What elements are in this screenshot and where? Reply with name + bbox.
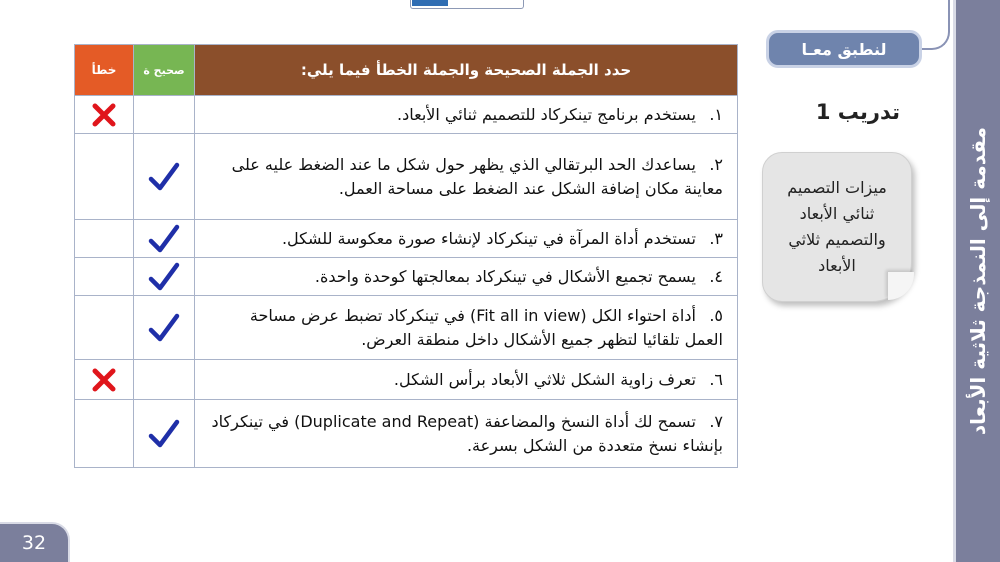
table-row	[75, 258, 738, 296]
correct-cell[interactable]	[134, 220, 195, 258]
statement-text: أداة احتواء الكل (Fit all in view) في تينكركاد تضبط عرض مساحة العمل تلقائيا لتظهر جميع الأشكال داخل منطقة العرض.	[249, 305, 723, 349]
statement-text: يسمح تجميع الأشكال في تينكركاد بمعالجتها كوحدة واحدة.	[314, 266, 696, 286]
wrong-cell[interactable]	[75, 400, 134, 468]
statement-number: ٧.	[709, 411, 723, 431]
wrong-cell[interactable]	[75, 258, 134, 296]
x-mark-icon	[76, 367, 132, 393]
table-body	[75, 96, 738, 468]
check-icon	[135, 417, 193, 451]
table-row	[75, 400, 738, 468]
check-icon	[135, 311, 193, 345]
correct-cell[interactable]	[134, 400, 195, 468]
statement-number: ٣.	[709, 228, 723, 248]
statement-number: ٦.	[709, 369, 723, 389]
wrong-cell[interactable]	[75, 96, 134, 134]
statement-text: تعرف زاوية الشكل ثلاثي الأبعاد برأس الشكل.	[393, 369, 696, 389]
wrong-cell[interactable]	[75, 360, 134, 400]
page-number: 32	[0, 522, 70, 562]
question-header: حدد الجملة الصحيحة والجملة الخطأ فيما يلي:	[195, 45, 738, 96]
statement-text: يستخدم برنامج تينكركاد للتصميم ثنائي الأبعاد.	[397, 104, 696, 124]
statement-cell	[195, 360, 738, 400]
table-row	[75, 296, 738, 360]
statement-cell	[195, 134, 738, 220]
table-row	[75, 220, 738, 258]
statement-text: تستخدم أداة المرآة في تينكركاد لإنشاء صورة معكوسة للشكل.	[281, 228, 696, 248]
statement-cell	[195, 400, 738, 468]
wrong-cell[interactable]	[75, 296, 134, 360]
wrong-cell[interactable]	[75, 134, 134, 220]
statement-cell	[195, 258, 738, 296]
x-mark-icon	[76, 102, 132, 128]
training-title: تدريب 1	[815, 100, 900, 124]
correct-cell[interactable]	[134, 134, 195, 220]
side-title-wrap	[956, 0, 1000, 562]
statement-number: ١.	[709, 104, 723, 124]
wrong-cell[interactable]	[75, 220, 134, 258]
statement-cell	[195, 220, 738, 258]
correct-cell[interactable]	[134, 360, 195, 400]
statement-cell	[195, 296, 738, 360]
statement-text: تسمح لك أداة النسخ والمضاعفة (Duplicate and Repeat) في تينكركاد بإنشاء نسخ متعددة من الشكل بسرعة.	[211, 411, 723, 455]
card-fold-decoration	[888, 272, 914, 300]
correct-cell[interactable]	[134, 258, 195, 296]
statement-number: ٤.	[709, 266, 723, 286]
table-row	[75, 96, 738, 134]
apply-together-badge	[766, 30, 922, 68]
table-row	[75, 360, 738, 400]
statement-number: ٢.	[709, 154, 723, 174]
wrong-header: خطأ	[75, 45, 134, 96]
correct-header: صحيح ة	[134, 45, 195, 96]
table-header-row	[75, 45, 738, 96]
statement-cell	[195, 96, 738, 134]
table-row	[75, 134, 738, 220]
check-icon	[135, 260, 193, 294]
feature-card-text: ميزات التصميم ثنائي الأبعاد والتصميم ثلاثي الأبعاد	[787, 178, 887, 275]
top-tab-indicator	[412, 0, 448, 6]
exercise-table	[74, 44, 738, 468]
check-icon	[135, 160, 193, 194]
corner-accent	[918, 0, 950, 50]
check-icon	[135, 222, 193, 256]
side-title: مقدمة إلى النمذجة ثلاثية الأبعاد	[966, 126, 990, 436]
correct-cell[interactable]	[134, 296, 195, 360]
statement-number: ٥.	[709, 305, 723, 325]
badge-label: لنطبق معـا	[801, 39, 887, 59]
statement-text: يساعدك الحد البرتقالي الذي يظهر حول شكل ما عند الضغط عليه على معاينة مكان إضافة الشكل عند الضغط على مساحة العمل.	[231, 154, 723, 198]
correct-cell[interactable]	[134, 96, 195, 134]
side-strip	[953, 0, 1000, 562]
